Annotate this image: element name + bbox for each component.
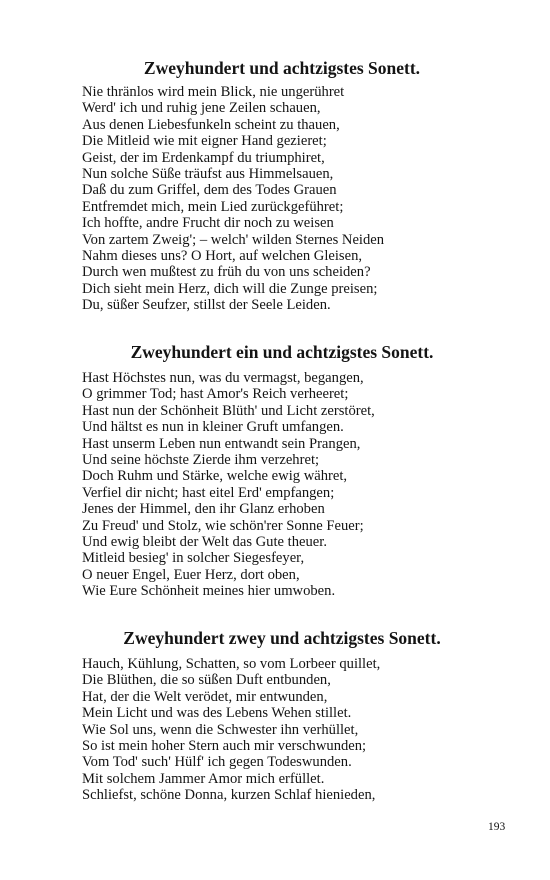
verse-line: Hauch, Kühlung, Schatten, so vom Lorbeer quillet, xyxy=(82,656,381,672)
verse-line: Nun solche Süße träufst aus Himmelsauen, xyxy=(82,165,334,182)
sonnet-title: Zweyhundert und achtzigstes Sonett. xyxy=(143,58,421,78)
verse-line: Wie Sol uns, wenn die Schwester ihn verhüllet, xyxy=(82,721,359,738)
page-number: 193 xyxy=(488,821,506,833)
verse-line: Daß du zum Griffel, dem des Todes Grauen xyxy=(82,182,337,199)
verse-line: Du, süßer Seufzer, stillst der Seele Leiden. xyxy=(82,297,331,314)
verse-line: Ich hoffte, andre Frucht dir noch zu weisen xyxy=(82,215,334,232)
verse-list xyxy=(82,656,380,804)
verse-line: Hast unserm Leben nun entwandt sein Prangen, xyxy=(82,435,361,452)
verse-line: Schliefst, schöne Donna, kurzen Schlaf hienieden, xyxy=(82,787,376,804)
verse-line: Mein Licht und was des Lebens Wehen stillet. xyxy=(82,705,352,722)
verse-line: Durch wen mußtest zu früh du von uns scheiden? xyxy=(82,264,371,281)
verse-line: Mit solchem Jammer Amor mich erfüllet. xyxy=(82,770,325,787)
verse-list xyxy=(82,84,384,313)
verse-line: Verfiel dir nicht; hast eitel Erd' empfangen; xyxy=(82,484,335,501)
verse-line: O grimmer Tod; hast Amor's Reich verheeret; xyxy=(82,386,349,403)
verse-line: Mitleid besieg' in solcher Siegesfeyer, xyxy=(82,550,305,567)
verse-line: Entfremdet mich, mein Lied zurückgeführet; xyxy=(82,198,344,215)
verse-line: Aus denen Liebesfunkeln scheint zu thauen, xyxy=(82,116,340,133)
verse-line: Von zartem Zweig'; – welch' wilden Sternes Neiden xyxy=(82,231,385,248)
verse-line: Zu Freud' und Stolz, wie schön'rer Sonne Feuer; xyxy=(82,517,364,534)
verse-line: Jenes der Himmel, den ihr Glanz erhoben xyxy=(82,501,325,518)
verse-line: Hast nun der Schönheit Blüth' und Licht zerstöret, xyxy=(82,402,375,419)
verse-line: Werd' ich und ruhig jene Zeilen schauen, xyxy=(82,100,321,117)
verse-line: Vom Tod' such' Hülf' ich gegen Todeswunden. xyxy=(82,754,352,771)
verse-line: Hast Höchstes nun, was du vermagst, begangen, xyxy=(82,370,364,386)
verse-line: Und hältst es nun in kleiner Gruft umfangen. xyxy=(82,419,344,436)
verse-line: Nie thränlos wird mein Blick, nie ungerühret xyxy=(82,84,345,100)
verse-line: Die Mitleid wie mit eigner Hand gezieret; xyxy=(82,133,327,150)
verse-line: Wie Eure Schönheit meines hier umwoben. xyxy=(82,583,336,600)
verse-line: Dich sieht mein Herz, dich will die Zunge preisen; xyxy=(82,280,378,297)
verse-line: Hat, der die Welt verödet, mir entwunden, xyxy=(82,688,328,705)
verse-line: Geist, der im Erdenkampf du triumphiret, xyxy=(82,149,325,166)
sonnet-title: Zweyhundert ein und achtzigstes Sonett. xyxy=(130,342,434,362)
verse-line: Nahm dieses uns? O Hort, auf welchen Gleisen, xyxy=(82,247,363,264)
verse-line: Und ewig bleibt der Welt das Gute theuer. xyxy=(82,533,327,550)
sonnet-title: Zweyhundert zwey und achtzigstes Sonett. xyxy=(123,628,441,648)
verse-line: Und seine höchste Zierde ihm verzehret; xyxy=(82,451,320,468)
verse-line: So ist mein hoher Stern auch mir verschwunden; xyxy=(82,737,367,754)
verse-line: Doch Ruhm und Stärke, welche ewig währet, xyxy=(82,468,348,485)
verse-line: O neuer Engel, Euer Herz, dort oben, xyxy=(82,566,300,583)
verse-list xyxy=(82,370,375,599)
verse-line: Die Blüthen, die so süßen Duft entbunden, xyxy=(82,672,331,689)
